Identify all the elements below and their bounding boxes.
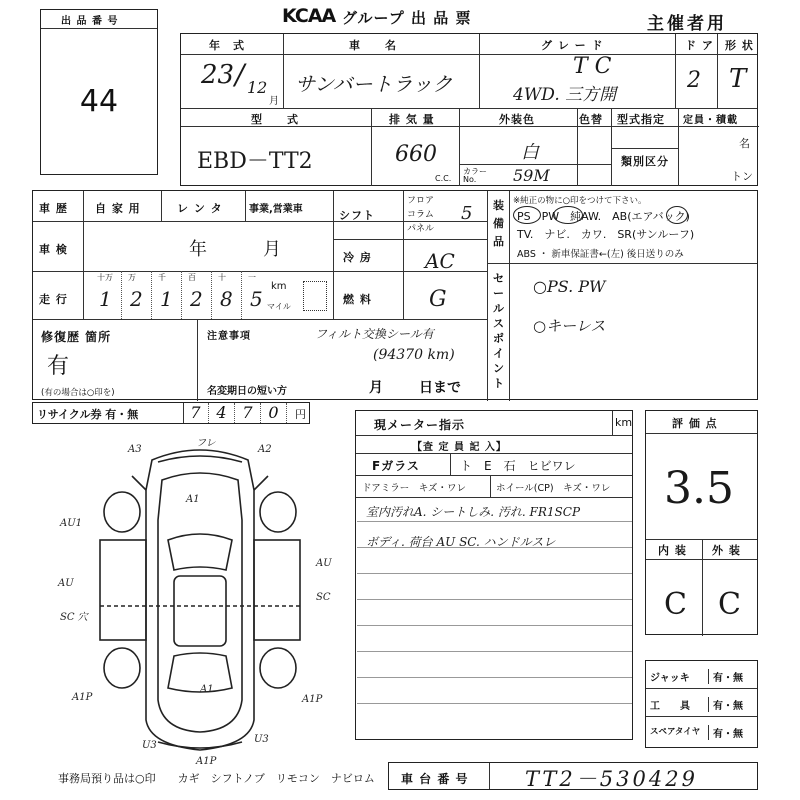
mileage-digit-cell [91, 271, 121, 319]
notes-label: 注意事項 [207, 331, 251, 342]
type-designation-label: 型式指定 [617, 113, 665, 126]
chassis-value: TT2－530429 [525, 767, 698, 791]
equipment-line-3: ABS ・ 新車保証書←(左) 後日送りのみ [517, 249, 684, 260]
mileage-unit-label: 一 [248, 273, 256, 282]
mileage-unit-label: 十万 [97, 273, 113, 282]
month-value: 12 [247, 78, 268, 97]
mileage-digit: 5 [250, 287, 263, 311]
month-unit: 月 [269, 96, 279, 107]
header-organizer: 主催者用 [647, 14, 727, 34]
color-value: 白 [521, 142, 539, 163]
tool-label: 工 具 [650, 701, 690, 712]
shape-label: 形 状 [725, 39, 754, 52]
mileage-unit-label: 十 [218, 273, 226, 282]
model-label: 型 式 [251, 113, 299, 126]
grade-label: グ レ ー ド [541, 39, 604, 52]
mark-a1p-right: A1P [302, 694, 323, 705]
shift-column: コラム [407, 210, 434, 220]
shift-panel: パネル [407, 224, 435, 234]
year-slash: / [235, 58, 245, 91]
name-change-label: 名変期日の短い方 [207, 386, 287, 397]
capacity-unit-tons: トン [731, 170, 753, 183]
mileage-unit-label: 万 [128, 273, 136, 282]
mirror-label: ドアミラー キズ・ワレ [362, 483, 467, 494]
lot-number-box [40, 9, 158, 175]
recycle-digit: 0 [261, 403, 287, 423]
door-value: 2 [687, 68, 701, 93]
inspector-hand-1: 室内汚れA. シートしみ. 汚れ. FR1SCP [366, 505, 581, 519]
mileage-digit-cell [211, 271, 241, 319]
mark-a1-bed: A1 [200, 684, 214, 695]
ps-circle [513, 206, 541, 224]
history-label: 車 歴 [39, 202, 68, 215]
mark-a3: A3 [128, 444, 142, 455]
exterior-label: 外 装 [712, 544, 741, 557]
grade-value-2: 4WD. 三方開 [513, 85, 617, 105]
tool-label: ジャッキ [650, 673, 690, 684]
vehicle-damage-diagram [40, 430, 350, 770]
equipment-line-1: PS PW 純AW. AB(エアバック) [517, 210, 690, 223]
tool-row [646, 689, 757, 717]
score-block [645, 410, 758, 635]
fuel-value: G [429, 287, 447, 312]
tool-options[interactable]: 有・無 [708, 697, 743, 712]
mileage-unit-label: 千 [158, 273, 166, 282]
mark-u3-right: U3 [254, 734, 269, 745]
recycle-digit: 7 [235, 403, 261, 423]
mileage-digit: 1 [99, 287, 112, 311]
mark-a1-hood: A1 [186, 494, 200, 505]
door-label: ド ア [685, 39, 714, 52]
inspector-title: 【査 定 員 記 入】 [412, 442, 507, 453]
mark-au-right: AU [316, 558, 332, 569]
interior-label: 内 装 [658, 544, 687, 557]
score-value: 3.5 [664, 463, 734, 514]
mark-sc: SC 穴 [60, 612, 88, 623]
mark-au1: AU1 [60, 518, 83, 529]
repair-note: (有の場合は○印を) [41, 388, 115, 398]
mark-au-left: AU [58, 578, 74, 589]
name-change-month: 月 [369, 380, 383, 396]
mark-sc-right: SC [316, 592, 331, 603]
mark-a1p-left: A1P [72, 692, 93, 703]
model-value: EBD－TT2 [197, 149, 313, 174]
meter-unit: km [615, 416, 633, 429]
displacement-value: 660 [395, 142, 437, 167]
mileage-label: 走 行 [39, 293, 68, 306]
year-value: 23 [201, 60, 235, 90]
shift-floor: フロア [407, 196, 435, 206]
shape-value: T [729, 64, 747, 94]
car-name-value: サンバートラック [295, 72, 453, 96]
ab-circle [666, 206, 688, 224]
details-block [32, 190, 758, 400]
mileage-digit: 8 [220, 287, 233, 311]
inspector-block [355, 410, 633, 740]
history-rental: レ ン タ [177, 202, 223, 215]
mileage-digit-cell [151, 271, 181, 319]
recycle-digit: 7 [183, 403, 209, 423]
pw-circle [553, 206, 583, 224]
capacity-label: 定員・積載 [683, 115, 738, 126]
repaint-label: 色替 [579, 113, 603, 126]
repair-value: 有 [47, 354, 70, 379]
recycle-unit: 円 [295, 408, 306, 421]
class-label: 類別区分 [621, 155, 669, 168]
history-commercial: 事業,営業車 [249, 204, 303, 215]
mark-u3-left: U3 [142, 740, 157, 751]
shift-value: 5 [461, 203, 473, 224]
footer-note: 事務局預り品は○印 カギ シフトノブ リモコン ナビロム [58, 772, 375, 785]
aircon-value: AC [425, 249, 455, 273]
exterior-value: C [718, 587, 741, 622]
capacity-unit-persons: 名 [739, 137, 750, 150]
meter-label: 現メーター指示 [374, 418, 466, 432]
chassis-box [388, 762, 758, 790]
vehicle-info-block [180, 33, 758, 186]
shift-label: シフト [339, 209, 375, 222]
mileage-km-label: km [271, 281, 287, 292]
mile-checkbox[interactable] [303, 281, 327, 311]
wheel-label: ホイール(CP) キズ・ワレ [496, 483, 611, 494]
mileage-digit: 2 [190, 287, 203, 311]
displacement-label: 排 気 量 [389, 113, 435, 126]
equipment-label: 装備品 [493, 199, 504, 248]
recycle-digit: 4 [209, 403, 235, 423]
recycle-box [32, 402, 310, 424]
color-code-value: 59M [513, 166, 550, 185]
year-label: 年 式 [209, 39, 245, 52]
grade-value-1: T C [573, 54, 612, 79]
notes-hand-2: (94370 km) [373, 347, 455, 363]
mileage-digit: 1 [160, 287, 173, 311]
tool-label: スペアタイヤ [650, 727, 701, 737]
color-code-label: カラー No. [463, 167, 487, 184]
tool-row [646, 717, 757, 745]
repair-label: 修復歴 箇所 [41, 330, 112, 344]
inspector-hand-2: ボディ. 荷台 AU SC. ハンドルスレ [366, 535, 556, 549]
chassis-label: 車 台 番 号 [401, 772, 469, 786]
inspection-month-unit: 月 [263, 239, 281, 260]
inspection-year-unit: 年 [189, 239, 207, 260]
history-private: 自 家 用 [95, 202, 141, 215]
recycle-label: リサイクル券 有・無 [37, 408, 139, 421]
mark-fure: フレ [196, 438, 216, 449]
glass-options: ト E 石 ヒビワレ [460, 459, 576, 473]
inspection-label: 車 検 [39, 243, 68, 256]
mark-a2: A2 [258, 444, 272, 455]
fuel-label: 燃 料 [343, 293, 372, 306]
lot-number-label: 出 品 番 号 [61, 16, 119, 27]
tools-block [645, 660, 758, 748]
color-label: 外装色 [499, 113, 535, 126]
aircon-label: 冷 房 [343, 251, 372, 264]
header-title: グループ 出 品 票 [342, 9, 472, 27]
tool-options[interactable]: 有・無 [708, 669, 743, 684]
score-label: 評 価 点 [672, 417, 718, 430]
mileage-digit-cell [181, 271, 211, 319]
displacement-unit: C.C. [435, 174, 452, 183]
name-change-day: 日まで [419, 380, 461, 396]
tool-options[interactable]: 有・無 [708, 725, 743, 740]
notes-hand-1: フィルト交換シール有 [315, 327, 434, 341]
sales-point-1: ○PS. PW [533, 277, 606, 296]
lot-number-value: 44 [79, 84, 119, 119]
sales-point-2: ○キーレス [533, 317, 606, 335]
interior-value: C [664, 587, 687, 622]
equipment-note: ※純正の物に○印をつけて下さい。 [513, 196, 647, 206]
mileage-digit-cell [121, 271, 151, 319]
mileage-digit: 2 [130, 287, 143, 311]
sales-point-label: セールスポイント [493, 272, 504, 390]
glass-label: Fガラス [372, 459, 420, 473]
mileage-unit-label: 百 [188, 273, 196, 282]
header-brand: KCAA [282, 5, 336, 27]
tool-row [646, 661, 757, 689]
equipment-line-2: TV. ナビ. カワ. SR(サンルーフ) [517, 228, 695, 241]
mileage-mile-label: マイル [267, 302, 291, 311]
mark-a1p-rear: A1P [196, 756, 217, 767]
car-name-label: 車 名 [349, 39, 397, 52]
